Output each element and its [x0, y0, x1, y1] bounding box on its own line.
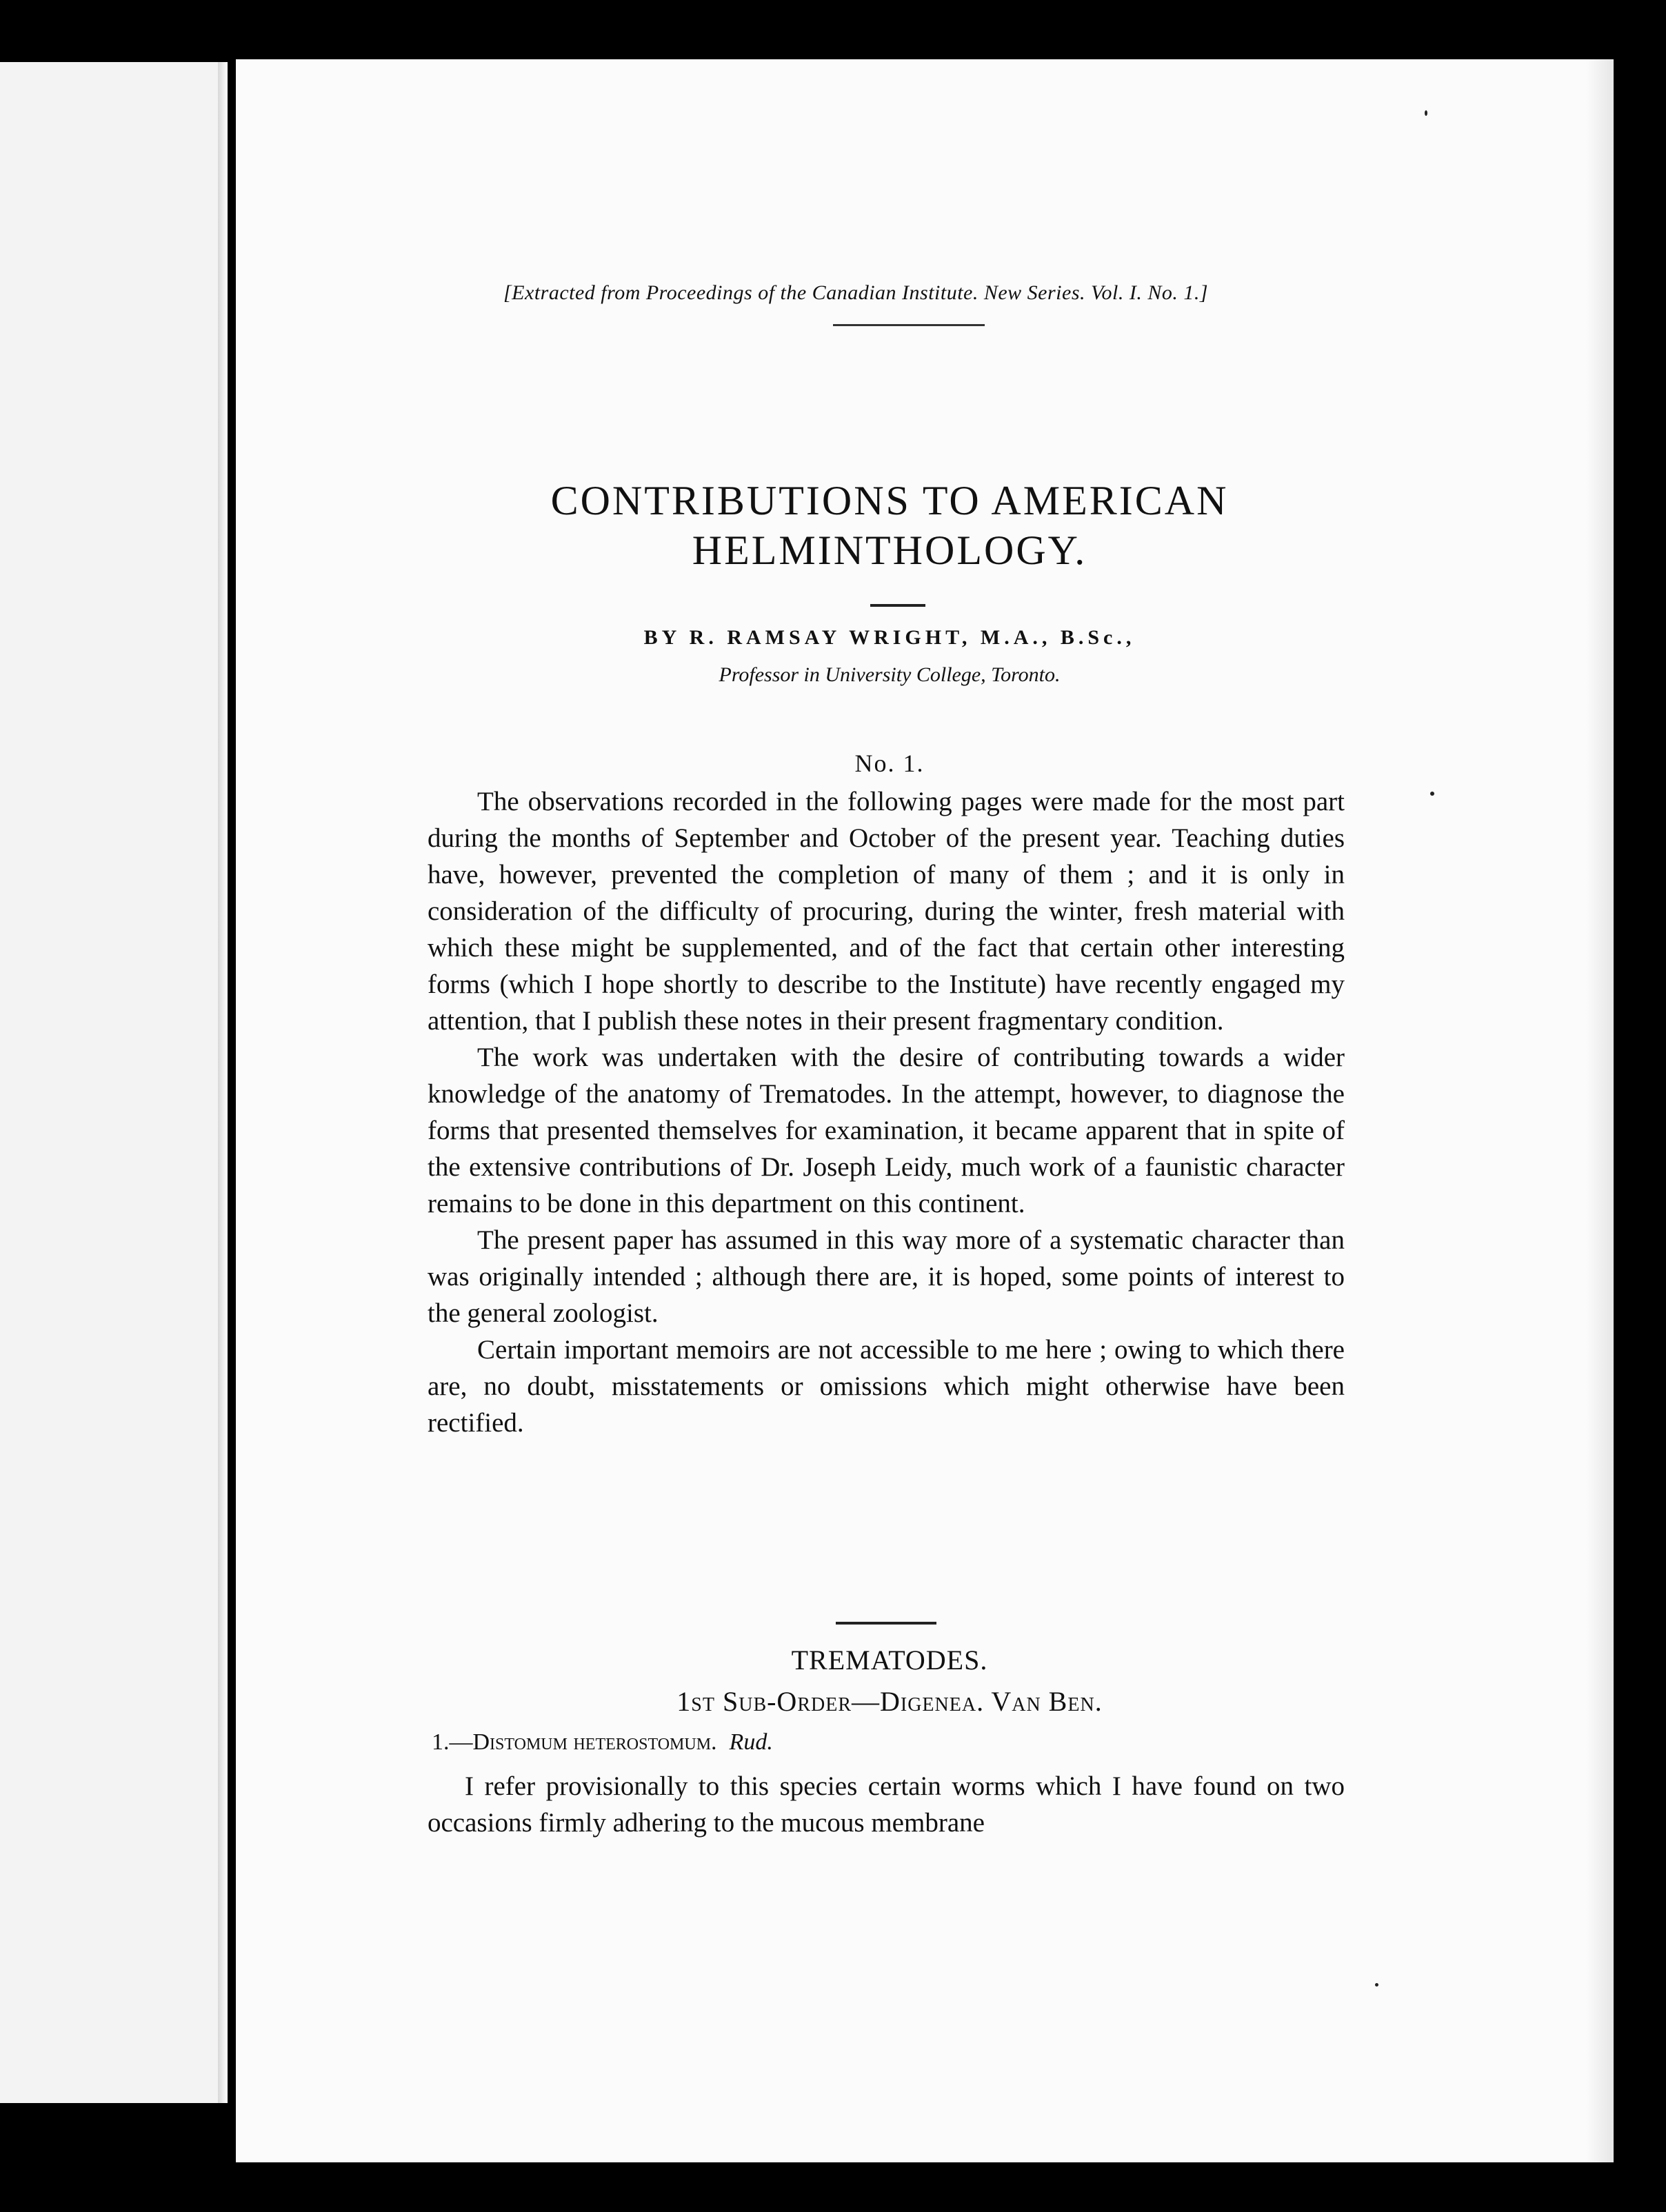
scan-speck	[1430, 792, 1434, 796]
section-title: TREMATODES.	[791, 1645, 988, 1676]
paragraph-1: The observations recorded in the following pages were made for the most part during the months of September and October of the present year. Teaching duties have, however, prevented the completion of many of them ; and it is only in consideration of the difficulty of procuring, during the winter, fresh material with which these might be supplemented, and of the fact that certain other interesting forms (which I hope shortly to describe to the Institute) have recently engaged my attention, that I publish these notes in their present fragmentary condition.	[428, 787, 1345, 1036]
left-page-edge	[0, 62, 222, 2103]
author-byline: BY R. RAMSAY WRIGHT, M.A., B.Sc.,	[643, 626, 1136, 649]
title-divider	[870, 604, 925, 607]
paragraph-4: Certain important memoirs are not accessible to me here ; owing to which there are, no doubt, misstatements or omissions which might otherwise have been rectified.	[428, 1335, 1345, 1438]
header-divider	[833, 324, 985, 326]
title-line-1: CONTRIBUTIONS TO AMERICAN	[550, 478, 1229, 523]
species-name: 1.—Distomum heterostomum.	[432, 1729, 717, 1755]
extract-note: [Extracted from Proceedings of the Canadian Institute. New Series. Vol. I. No. 1.]	[503, 281, 1209, 304]
scan-speck	[1425, 110, 1427, 116]
page-gutter	[218, 62, 228, 2103]
species-heading	[432, 1729, 1328, 1756]
paragraph-3: The present paper has assumed in this way more of a systematic character than was originally intended ; although there are, it is hoped, some points of interest to the general zoologist.	[428, 1225, 1345, 1328]
species-authority: Rud.	[729, 1729, 773, 1755]
species-paragraph: I refer provisionally to this species certain worms which I have found on two occasions firmly adhering to the mucous membrane	[428, 1771, 1345, 1838]
part-number-heading: No. 1.	[854, 750, 925, 777]
paragraph-2: The work was undertaken with the desire of contributing towards a wider knowledge of the anatomy of Trematodes. In the attempt, however, to diagnose the forms that presented themselves for examination, it became apparent that in spite of the extensive contributions of Dr. Joseph Leidy, much work of a faunistic character remains to be done in this department on this continent.	[428, 1043, 1345, 1218]
article-title	[441, 476, 1338, 575]
page-shadow	[1586, 59, 1614, 2162]
author-affiliation: Professor in University College, Toronto.	[719, 663, 1061, 686]
scan-speck	[1375, 1983, 1378, 1987]
section-divider	[836, 1622, 936, 1625]
title-line-2: HELMINTHOLOGY.	[692, 527, 1087, 573]
species-text	[428, 1768, 1345, 1841]
introduction-text	[428, 783, 1345, 1441]
suborder-heading: 1st Sub-Order—Digenea. Van Ben.	[676, 1686, 1103, 1717]
